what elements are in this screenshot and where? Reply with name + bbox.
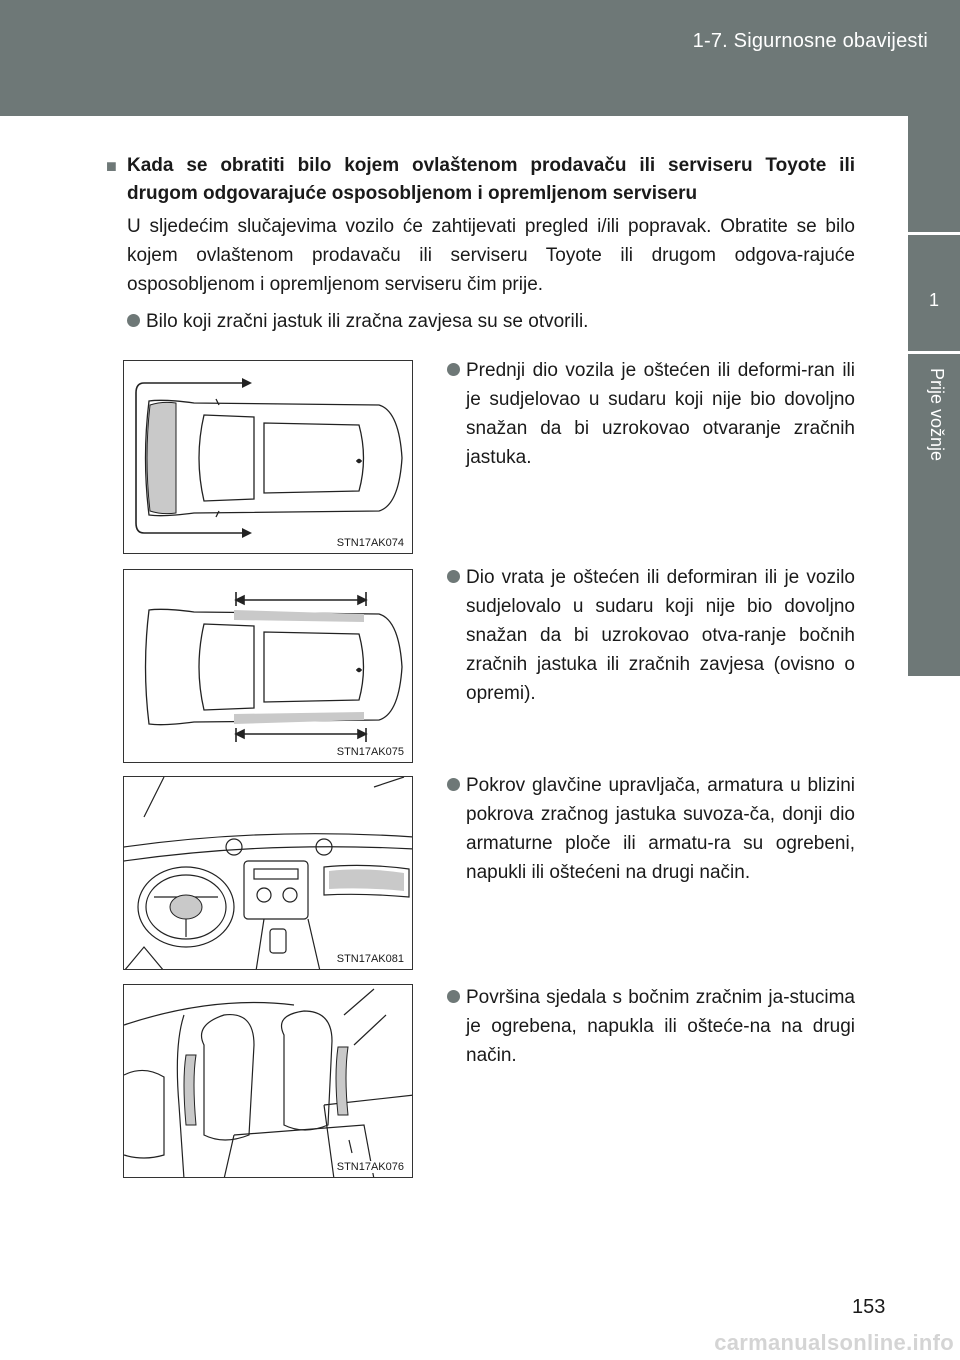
section-title: 1-7. Sigurnosne obavijesti: [692, 30, 928, 52]
list-item-text: Prednji dio vozila je oštećen ili deformi-ran ili je sudjelovao u sudaru koji nije bio dovoljno snažan da bi uzrokovao otvaranje zračnih jastuka.: [466, 360, 855, 468]
figure-code: STN17AK076: [336, 1161, 404, 1173]
figure-seats: [123, 984, 413, 1178]
bullet-icon: [127, 314, 140, 327]
header-bar: [0, 0, 960, 116]
bullet-icon: [447, 363, 460, 376]
intro-paragraph: U sljedećim slučajevima vozilo će zahtijevati pregled i/ili popravak. Obratite se bilo kojem ovlaštenom prodavaču ili serviseru Toyote ili drugom odgova-rajuće osposobljenom i opremljenom serviseru čim prije.: [127, 216, 855, 295]
car-top-view-front-icon: [124, 361, 413, 554]
seats-interior-icon: [124, 985, 413, 1178]
list-item: [127, 307, 855, 336]
car-top-view-side-icon: [124, 570, 413, 763]
bullet-icon: [447, 778, 460, 791]
chapter-label: Prije vožnje: [927, 368, 947, 462]
list-item: [447, 771, 855, 887]
page-number: 153: [852, 1296, 886, 1318]
list-item-text: Pokrov glavčine upravljača, armatura u blizini pokrova zračnog jastuka suvoza-ča, donji dio armaturne ploče ili armatu-ra su ogrebeni, napukli ili oštećeni na drugi način.: [466, 775, 855, 883]
list-item: [447, 563, 855, 708]
bullet-icon: [447, 570, 460, 583]
section-heading: [107, 152, 855, 208]
list-item: [447, 356, 855, 472]
figure-dashboard: [123, 776, 413, 970]
list-item-text: Dio vrata je oštećen ili deformiran ili je vozilo sudjelovalo u sudaru koji nije bio dovoljno snažan da bi uzrokovao otva-ranje bočnih zračnih jastuka ili zračnih zavjesa (ovisno o opremi).: [466, 567, 855, 704]
dashboard-interior-icon: [124, 777, 413, 970]
list-item-text: Bilo koji zračni jastuk ili zračna zavjesa su se otvorili.: [146, 311, 589, 332]
figure-code: STN17AK075: [336, 746, 404, 758]
figure-side-damage: [123, 569, 413, 763]
heading-marker-icon: ■: [106, 156, 117, 176]
watermark: carmanualsonline.info: [714, 1330, 954, 1355]
list-item-text: Površina sjedala s bočnim zračnim ja-stucima je ogrebena, napukla ili ošteće-na na drugi način.: [466, 987, 855, 1066]
bullet-icon: [447, 990, 460, 1003]
chapter-number: 1: [928, 290, 939, 310]
list-item: [447, 983, 855, 1070]
figure-front-damage: [123, 360, 413, 554]
heading-text: Kada se obratiti bilo kojem ovlaštenom prodavaču ili serviseru Toyote ili drugom odgovarajuće osposobljenom i opremljenom serviseru: [127, 155, 855, 204]
figure-code: STN17AK074: [336, 537, 404, 549]
figure-code: STN17AK081: [336, 953, 404, 965]
